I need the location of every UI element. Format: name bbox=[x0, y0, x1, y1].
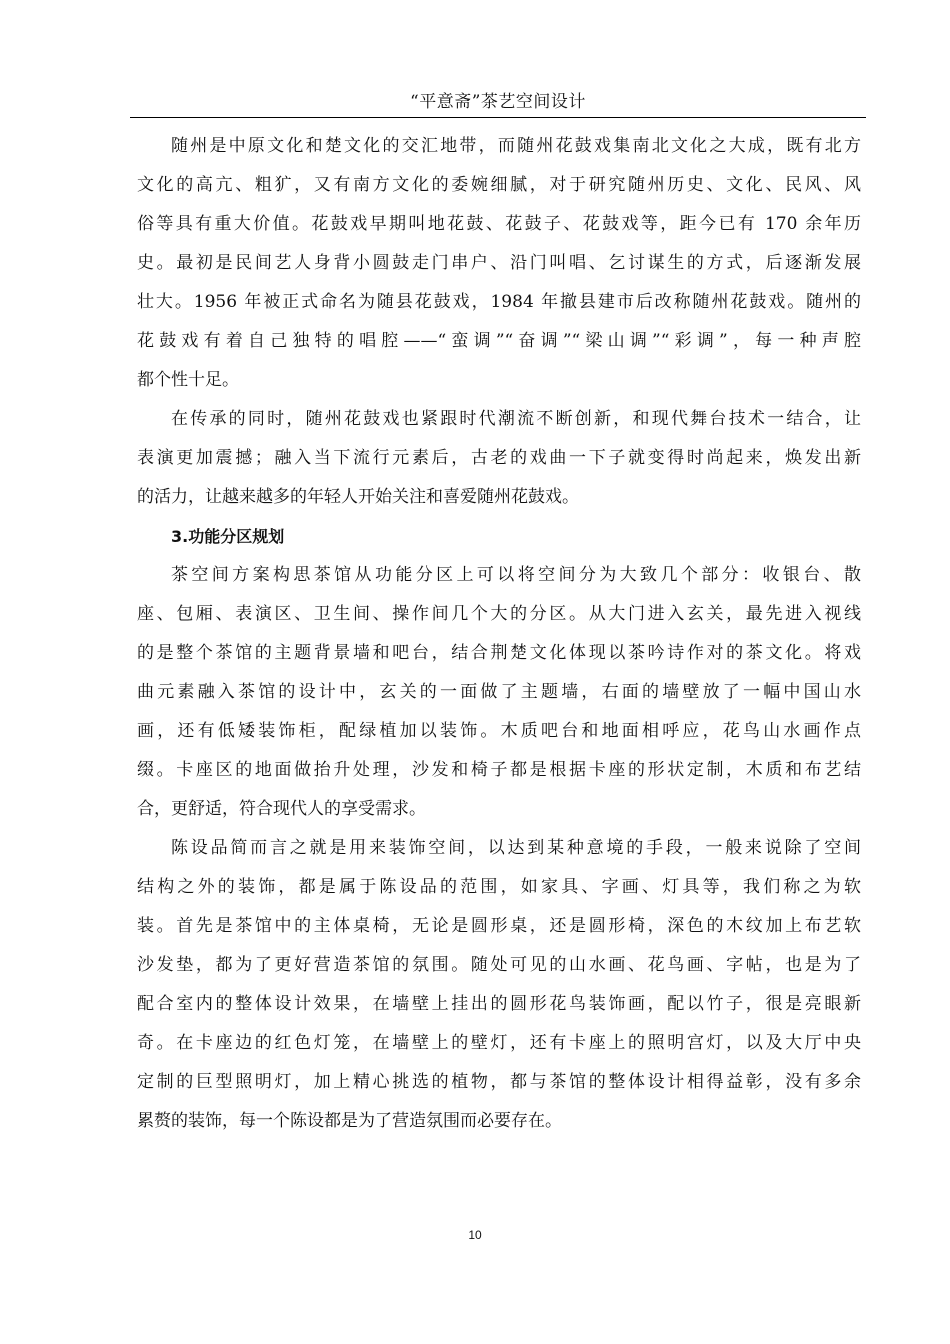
paragraph-1-line-2: 文化的高亢、粗犷，又有南方文化的委婉细腻，对于研究随州历史、文化、民风、风 bbox=[137, 175, 861, 195]
paragraph-1-line-6: 花鼓戏有着自己独特的唱腔——“蛮调”“奋调”“梁山调”“彩调”，每一种声腔 bbox=[137, 331, 861, 351]
page-number: 10 bbox=[468, 1228, 482, 1242]
paragraph-3-line-2: 座、包厢、表演区、卫生间、操作间几个大的分区。从大门进入玄关，最先进入视线 bbox=[137, 604, 861, 624]
paragraph-4-line-1: 陈设品简而言之就是用来装饰空间，以达到某种意境的手段，一般来说除了空间 bbox=[171, 838, 861, 858]
paragraph-4-line-8: 累赘的装饰，每一个陈设都是为了营造氛围而必要存在。 bbox=[137, 1111, 562, 1131]
paragraph-1-line-1: 随州是中原文化和楚文化的交汇地带，而随州花鼓戏集南北文化之大成，既有北方 bbox=[171, 136, 861, 156]
paragraph-4-line-5: 配合室内的整体设计效果，在墙壁上挂出的圆形花鸟装饰画，配以竹子，很是亮眼新 bbox=[137, 994, 861, 1014]
paragraph-4-line-6: 奇。在卡座边的红色灯笼，在墙壁上的壁灯，还有卡座上的照明宫灯，以及大厅中央 bbox=[137, 1033, 861, 1053]
paragraph-3-line-5: 画，还有低矮装饰柜，配绿植加以装饰。木质吧台和地面相呼应，花鸟山水画作点 bbox=[137, 721, 861, 741]
paragraph-4-line-3: 装。首先是茶馆中的主体桌椅，无论是圆形桌，还是圆形椅，深色的木纹加上布艺软 bbox=[137, 916, 861, 936]
page-header-title: “平意斋”茶艺空间设计 bbox=[410, 92, 586, 112]
paragraph-1-line-4: 史。最初是民间艺人身背小圆鼓走门串户、沿门叫唱、乞讨谋生的方式，后逐渐发展 bbox=[137, 253, 861, 273]
paragraph-1-line-3: 俗等具有重大价值。花鼓戏早期叫地花鼓、花鼓子、花鼓戏等，距今已有 170 余年历 bbox=[137, 214, 861, 234]
paragraph-3-line-4: 曲元素融入茶馆的设计中，玄关的一面做了主题墙，右面的墙壁放了一幅中国山水 bbox=[137, 682, 861, 702]
paragraph-3-line-7: 合，更舒适，符合现代人的享受需求。 bbox=[137, 799, 426, 819]
document-body bbox=[137, 127, 861, 1141]
paragraph-1-line-5: 壮大。1956 年被正式命名为随县花鼓戏，1984 年撤县建市后改称随州花鼓戏。随州的 bbox=[137, 292, 861, 312]
paragraph-4-line-7: 定制的巨型照明灯，加上精心挑选的植物，都与茶馆的整体设计相得益彰，没有多余 bbox=[137, 1072, 861, 1092]
paragraph-2-line-1: 在传承的同时，随州花鼓戏也紧跟时代潮流不断创新，和现代舞台技术一结合，让 bbox=[171, 409, 861, 429]
paragraph-4-line-2: 结构之外的装饰，都是属于陈设品的范围，如家具、字画、灯具等，我们称之为软 bbox=[137, 877, 861, 897]
paragraph-3-line-1: 茶空间方案构思茶馆从功能分区上可以将空间分为大致几个部分：收银台、散 bbox=[171, 565, 861, 585]
paragraph-2-line-3: 的活力，让越来越多的年轻人开始关注和喜爱随州花鼓戏。 bbox=[137, 487, 579, 507]
paragraph-4-line-4: 沙发垫，都为了更好营造茶馆的氛围。随处可见的山水画、花鸟画、字帖，也是为了 bbox=[137, 955, 861, 975]
header-divider bbox=[130, 117, 866, 118]
section-heading: 3.功能分区规划 bbox=[171, 527, 285, 546]
paragraph-3-line-3: 的是整个茶馆的主题背景墙和吧台，结合荆楚文化体现以茶吟诗作对的茶文化。将戏 bbox=[137, 643, 861, 663]
paragraph-3-line-6: 缀。卡座区的地面做抬升处理，沙发和椅子都是根据卡座的形状定制，木质和布艺结 bbox=[137, 760, 861, 780]
paragraph-1-line-7: 都个性十足。 bbox=[137, 370, 239, 390]
paragraph-2-line-2: 表演更加震撼；融入当下流行元素后，古老的戏曲一下子就变得时尚起来，焕发出新 bbox=[137, 448, 861, 468]
